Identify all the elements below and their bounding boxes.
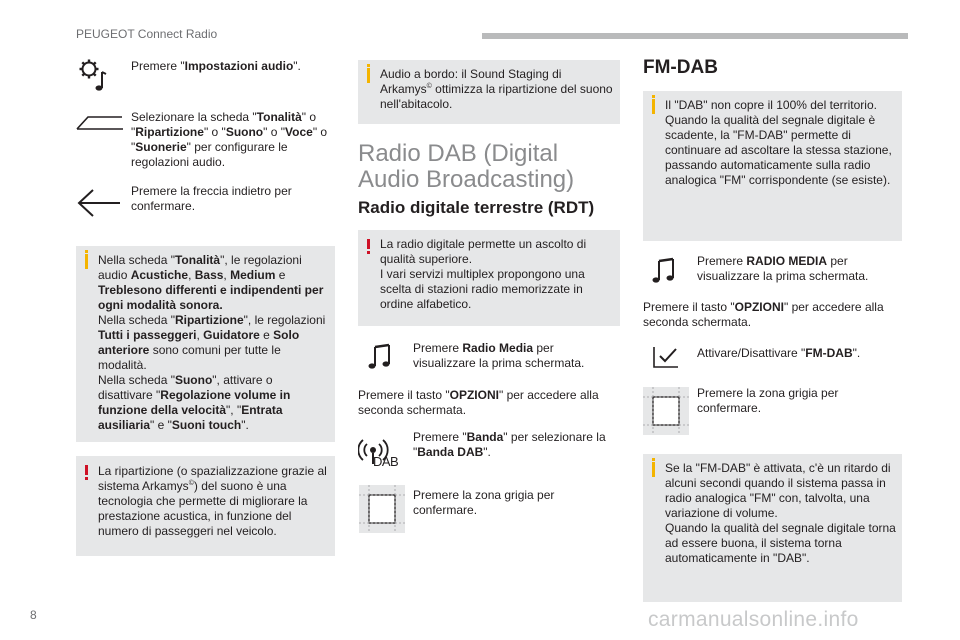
- step-options-fm: Premere il tasto "OPZIONI" per accedere alla seconda schermata.: [643, 300, 884, 329]
- tab-icon: [76, 115, 124, 131]
- step-radio-media-fm: Premere RADIO MEDIA per visualizzare la prima schermata.: [697, 254, 869, 283]
- step-band: Premere "Banda" per selezionare la "Banda DAB".: [413, 430, 606, 459]
- warning-box-text: La radio digitale permette un ascolto di qualità superiore. I vari servizi multiplex propongono una scelta di stazioni radio memorizzate in ordine alfabetico.: [380, 237, 587, 311]
- dab-icon-label: DAB: [373, 454, 399, 469]
- music-note-icon: [650, 256, 680, 286]
- page-number: 8: [30, 608, 37, 622]
- info-icon: [652, 99, 655, 114]
- section-title-dab: Radio DAB (Digital Audio Broadcasting): [358, 140, 575, 193]
- info-box-text: Se la "FM-DAB" è attivata, c'è un ritardo di alcuni secondi quando il sistema passa in radio analogica "FM" con, talvolta, una variazione di volume. Quando la qualità del segnale digitale torna ad essere buona, il sistema torna automaticamente in "DAB".: [665, 461, 896, 565]
- toggle-checkbox-icon: [652, 345, 682, 371]
- step-grey-zone-fm: Premere la zona grigia per confermare.: [697, 386, 839, 415]
- step-radio-media: Premere Radio Media per visualizzare la prima schermata.: [413, 341, 585, 370]
- step-select-tab: Selezionare la scheda "Tonalità" o "Ripartizione" o "Suono" o "Voce" o "Suonerie" per configurare le regolazioni audio.: [131, 110, 328, 169]
- warning-icon: [367, 239, 370, 249]
- info-box-sound-staging: [358, 60, 620, 124]
- watermark: carmanualsonline.info: [648, 608, 859, 631]
- step-audio-settings: Premere "Impostazioni audio".: [131, 59, 301, 73]
- info-box-text: Audio a bordo: il Sound Staging di Arkamys© ottimizza la ripartizione del suono nell'abitacolo.: [380, 67, 613, 111]
- warning-box-text: La ripartizione (o spazializzazione grazie al sistema Arkamys©) del suono è una tecnologia che permette di migliorare la prestazione acustica, in funzione del numero di passeggeri nel veicolo.: [98, 464, 327, 538]
- warning-icon: [85, 465, 88, 475]
- audio-settings-icon: [78, 58, 108, 94]
- info-box-text: Nella scheda "Tonalità", le regolazioni audio Acustiche, Bass, Medium e Treblesono differenti e indipendenti per ogni modalità sonora. Nella scheda "Ripartizione", le regolazioni Tutti i passeggeri, Guidatore e Solo anteriore sono comuni per tutte le modalità. Nella scheda "Suono", attivare o disattivare "Regolazione volume in funzione della velocità", "Entrata ausiliaria" e "Suoni touch".: [98, 253, 326, 432]
- section-title-fm-dab: FM-DAB: [643, 57, 718, 78]
- info-icon: [652, 462, 655, 477]
- step-back-arrow: Premere la freccia indietro per confermare.: [131, 184, 292, 213]
- grey-zone-icon: [642, 386, 690, 436]
- warning-box-arkamys: [76, 456, 335, 556]
- info-box-fm-dab-delay: [643, 454, 902, 602]
- section-subtitle-rdt: Radio digitale terrestre (RDT): [358, 198, 595, 217]
- music-note-icon: [366, 342, 396, 372]
- info-icon: [85, 254, 88, 269]
- header-bar: [482, 33, 908, 39]
- warning-box-digital-radio: [358, 230, 620, 326]
- info-box-dab-coverage: [643, 91, 902, 241]
- back-arrow-icon: [76, 188, 122, 218]
- page-header-title: PEUGEOT Connect Radio: [76, 27, 218, 41]
- grey-zone-icon: [358, 484, 406, 534]
- info-box-text: Il "DAB" non copre il 100% del territorio. Quando la qualità del segnale digitale è scadente, la "FM-DAB" permette di continuare ad ascoltare la stessa stazione, passando automaticamente sulla radio analogica "FM" corrispondente (se esiste).: [665, 98, 892, 187]
- step-grey-zone: Premere la zona grigia per confermare.: [413, 488, 555, 517]
- info-box-tonality: [76, 246, 335, 442]
- step-options: Premere il tasto "OPZIONI" per accedere alla seconda schermata.: [358, 388, 599, 417]
- info-icon: [367, 68, 370, 83]
- step-toggle-fm-dab: Attivare/Disattivare "FM-DAB".: [697, 346, 861, 360]
